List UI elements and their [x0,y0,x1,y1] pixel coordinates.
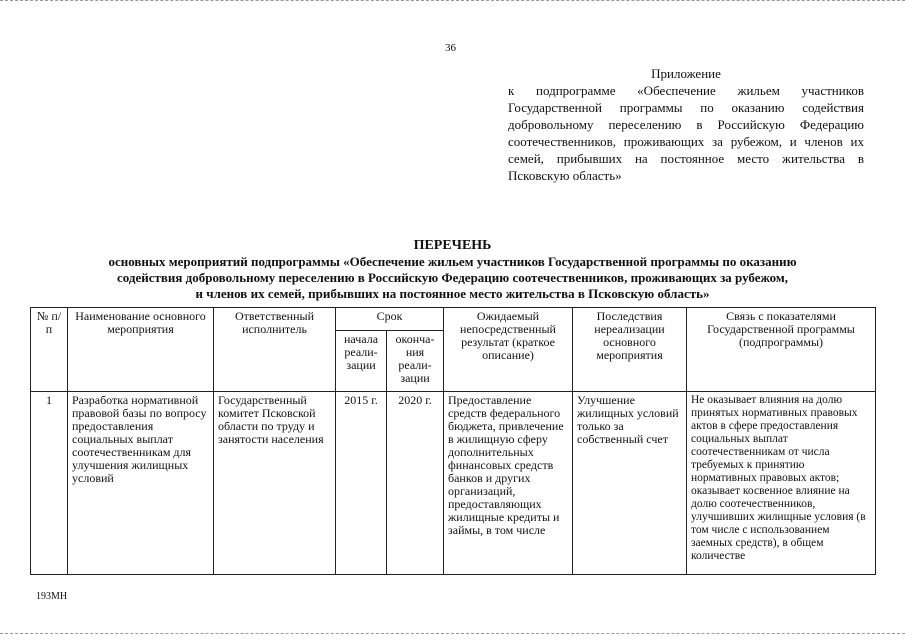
row-num: 1 [31,392,68,575]
header-term-end: оконча-ния реали-зации [387,331,444,392]
footer-code: 193МН [36,591,68,602]
row-result: Предоставление средств федерального бюджета, привлечение в жилищную сферу дополнительных финансовых средств банков и других организаций, предоставляющих жилищные кредиты и займы, в том числе [444,392,573,575]
row-end: 2020 г. [387,392,444,575]
table-header-row [31,308,876,331]
document-title [30,238,875,302]
page-bottom-edge [0,633,905,635]
header-result: Ожидаемый непосредственный результат (краткое описание) [444,308,573,392]
row-link: Не оказывает влияния на долю принятых нормативных правовых актов в сфере предоставления социальных выплат соотечественникам от числа требуемых к принятию нормативных правовых актов; оказывает косвенное влияние на долю соотечественников, улучшивших жилищные условия (в том числе с использованием заемных средств), в общем количестве [687,392,876,575]
row-start: 2015 г. [336,392,387,575]
title-line-2: содействия добровольному переселению в Российскую Федерацию соотечественников, проживающих за рубежом, [117,270,788,285]
header-link: Связь с показателями Государственной программы (подпрограммы) [687,308,876,392]
title-line-3: и членов их семей, прибывших на постоянное место жительства в Псковскую область» [195,286,710,301]
appendix-text: к подпрограмме «Обеспечение жильем участников Государственной программы по оказанию содействия добровольному переселению в Российскую Федерацию соотечественников, проживающих за рубежом, и членов их семей, прибывших на постоянное место жительства в Псковскую область» [508,83,864,183]
page-number: 36 [445,42,456,54]
title-line-1: основных мероприятий подпрограммы «Обеспечение жильем участников Государственной программы по оказанию [108,254,797,269]
row-consequences: Улучшение жилищных условий только за собственный счет [573,392,687,575]
table-row [31,392,876,575]
row-name: Разработка нормативной правовой базы по вопросу предоставления социальных выплат соотечественникам для улучшения жилищных условий [68,392,214,575]
header-term: Срок [336,308,444,331]
header-executor: Ответственный исполнитель [214,308,336,392]
header-name: Наименование основного мероприятия [68,308,214,392]
header-num: № п/п [31,308,68,392]
header-consequences: Последствия нереализации основного мероприятия [573,308,687,392]
measures-table [30,307,876,575]
header-term-start: начала реали-зации [336,331,387,392]
appendix-block [508,65,864,184]
row-executor: Государственный комитет Псковской области по труду и занятости населения [214,392,336,575]
title-main: ПЕРЕЧЕНЬ [413,238,492,253]
page-top-edge [0,0,905,4]
appendix-heading: Приложение [651,66,721,81]
